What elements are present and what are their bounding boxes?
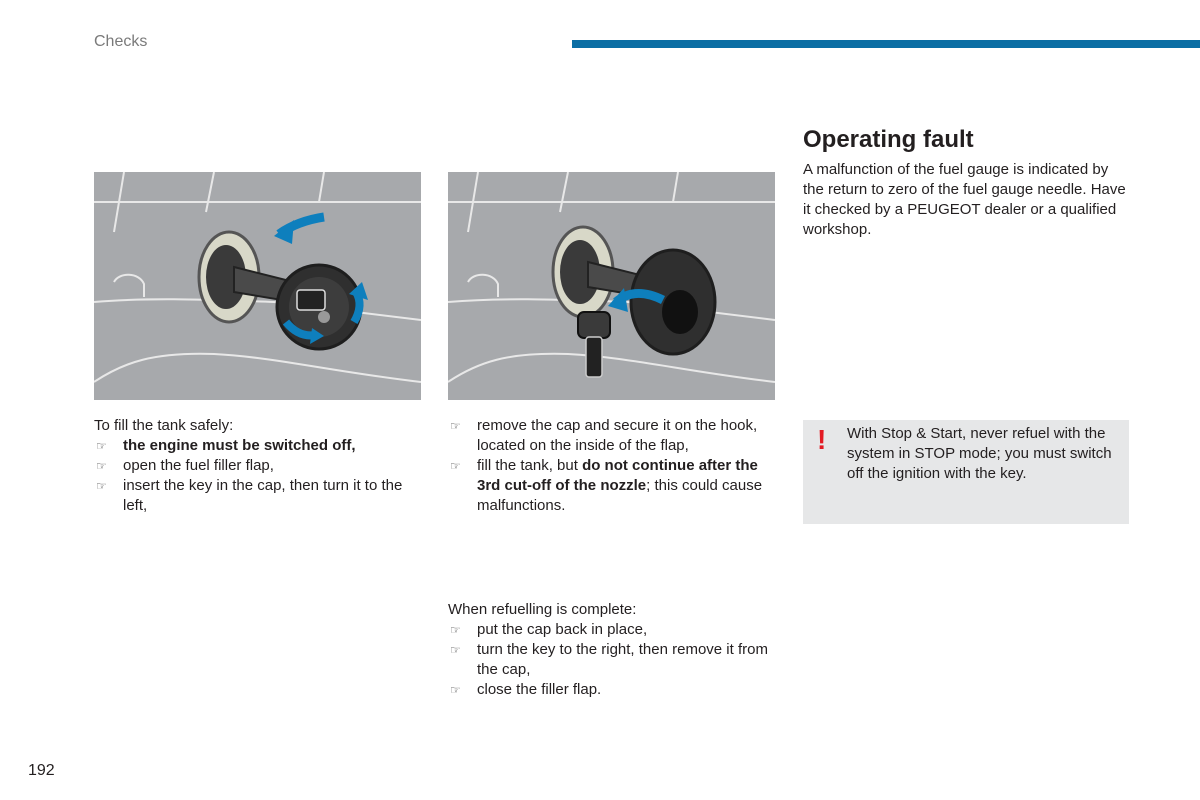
pointing-hand-icon: ☞	[96, 439, 107, 453]
list-item: ☞ turn the key to the right, then remove it from the cap,	[450, 641, 768, 678]
stop-start-warning	[803, 420, 1129, 524]
pointing-hand-icon: ☞	[450, 459, 461, 473]
warning-text: With Stop & Start, never refuel with the system in STOP mode; you must switch off the ignition with the key.	[847, 425, 1112, 482]
list-item: ☞ insert the key in the cap, then turn it to the left,	[96, 477, 403, 514]
key	[297, 290, 325, 310]
fuel-cap	[578, 312, 610, 338]
list-item: ☞ fill the tank, but do not continue after the 3rd cut-off of the nozzle; this could cause malfunctions.	[450, 457, 763, 514]
operating-fault-body: A malfunction of the fuel gauge is indicated by the return to zero of the fuel gauge needle. Have it checked by a PEUGEOT dealer or a qualified workshop.	[803, 161, 1126, 238]
refuel-list	[448, 416, 778, 516]
list-item: ☞ remove the cap and secure it on the hook, located on the inside of the flap,	[450, 417, 758, 454]
fuel-cap-hook-illustration	[448, 172, 775, 400]
fuel-cap-unlock-illustration	[94, 172, 421, 400]
pointing-hand-icon: ☞	[450, 419, 461, 433]
section-label: Checks	[94, 33, 148, 50]
list-item: ☞ open the fuel filler flap,	[96, 457, 274, 474]
list-item: ☞ close the filler flap.	[450, 681, 602, 698]
operating-fault-title: Operating fault	[803, 126, 974, 153]
refuel-complete-intro: When refuelling is complete:	[448, 601, 637, 618]
page-number: 192	[28, 762, 55, 779]
warning-exclamation-icon: !	[817, 424, 827, 455]
fill-tank-list	[94, 436, 424, 516]
refuel-complete-list	[448, 620, 778, 700]
pointing-hand-icon: ☞	[450, 623, 461, 637]
list-item: ☞ the engine must be switched off,	[96, 437, 356, 454]
header-accent-bar	[572, 40, 1200, 48]
key	[586, 337, 602, 377]
fill-tank-intro: To fill the tank safely:	[94, 417, 234, 434]
pointing-hand-icon: ☞	[450, 643, 461, 657]
pointing-hand-icon: ☞	[450, 683, 461, 697]
refuel-complete-instructions	[448, 600, 778, 700]
fill-tank-instructions	[94, 416, 424, 516]
pointing-hand-icon: ☞	[96, 479, 107, 493]
refuel-instructions	[448, 416, 778, 516]
pointing-hand-icon: ☞	[96, 459, 107, 473]
list-item: ☞ put the cap back in place,	[450, 621, 648, 638]
